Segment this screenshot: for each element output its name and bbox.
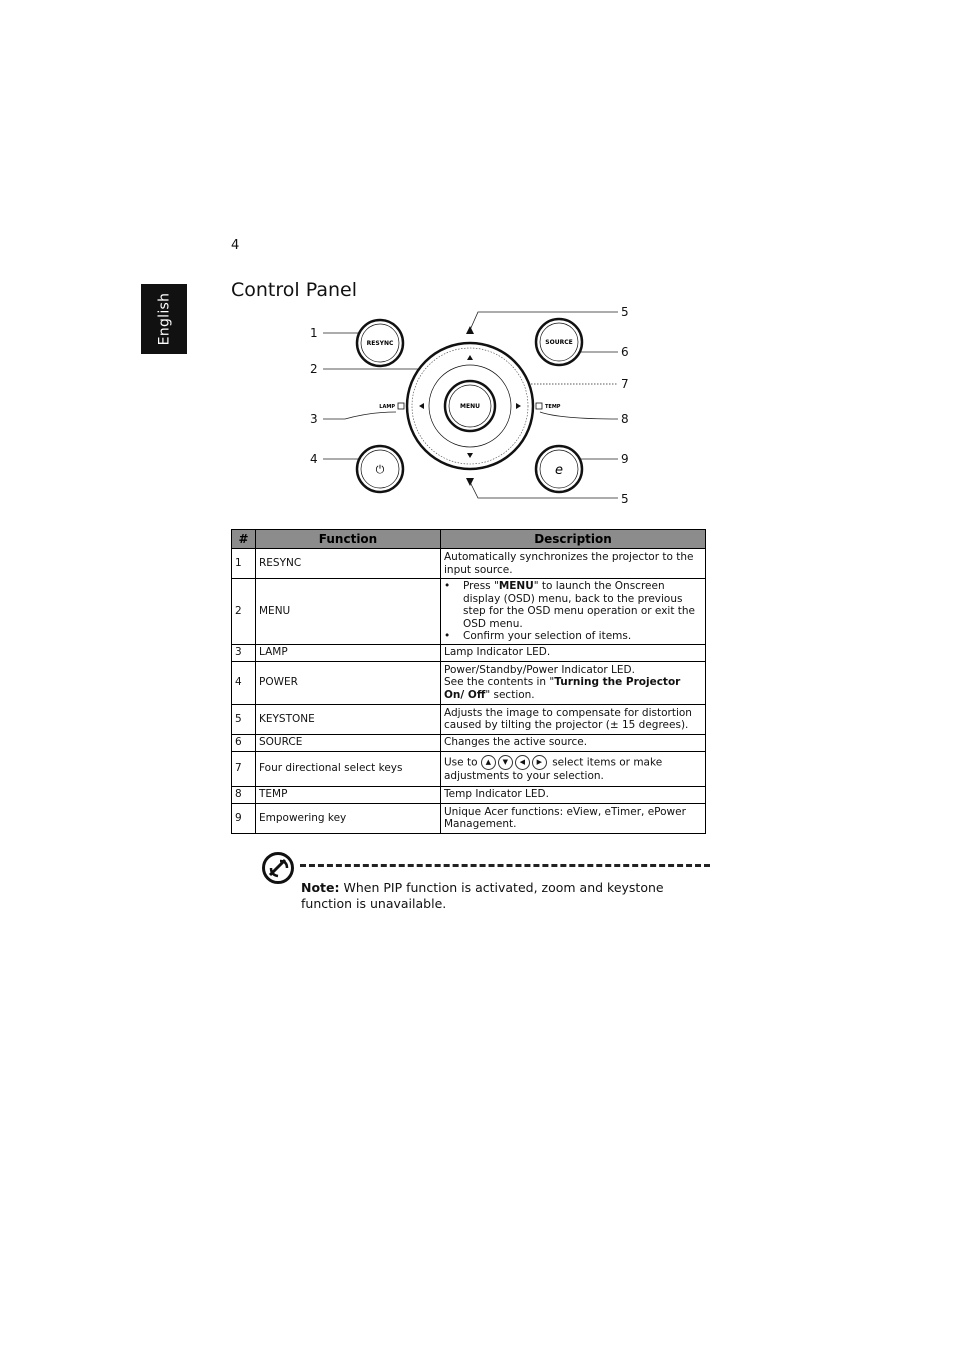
callout-1: 1 (310, 326, 318, 340)
row-function: LAMP (256, 644, 441, 661)
callout-7: 7 (621, 377, 629, 391)
table-row (232, 579, 706, 645)
table-row (232, 803, 706, 833)
row-number: 6 (232, 734, 256, 751)
row-description: Lamp Indicator LED. (441, 644, 706, 661)
right-key-icon: ▶ (532, 755, 547, 770)
language-tab-label: English (156, 292, 172, 346)
column-header-number: # (232, 530, 256, 549)
row-number: 5 (232, 704, 256, 734)
row-number: 3 (232, 644, 256, 661)
callout-2: 2 (310, 362, 318, 376)
table-row (232, 786, 706, 803)
table-row (232, 644, 706, 661)
down-key-icon: ▼ (498, 755, 513, 770)
row-description: Changes the active source. (441, 734, 706, 751)
keystone-up-marker (466, 326, 474, 334)
row-description (441, 579, 706, 645)
row-description: Adjusts the image to compensate for distortion caused by tilting the projector (± 15 degrees). (441, 704, 706, 734)
list-item: • Press "MENU" to launch the Onscreen display (OSD) menu, back to the previous step for the OSD menu operation or exit the OSD menu. (444, 580, 696, 630)
row-function: TEMP (256, 786, 441, 803)
source-button[interactable] (536, 319, 582, 365)
row-number: 7 (232, 751, 256, 786)
resync-button[interactable] (357, 320, 403, 366)
callout-6: 6 (621, 345, 629, 359)
note-label: Note: (301, 880, 340, 895)
row-function: MENU (256, 579, 441, 645)
power-button[interactable] (357, 446, 403, 492)
lamp-indicator (379, 403, 404, 410)
page-number: 4 (231, 238, 240, 253)
menu-label: MENU (460, 403, 480, 410)
note-body: When PIP function is activated, zoom and keystone function is unavailable. (301, 880, 664, 911)
control-panel-diagram (300, 300, 640, 510)
menu-button[interactable] (445, 381, 495, 431)
callout-8: 8 (621, 412, 629, 426)
row-number: 8 (232, 786, 256, 803)
control-panel-table (231, 529, 706, 834)
table-row (232, 734, 706, 751)
language-tab (141, 284, 187, 354)
lamp-label: LAMP (379, 404, 395, 410)
row-function: POWER (256, 661, 441, 704)
page-title: Control Panel (231, 279, 357, 301)
source-label: SOURCE (545, 339, 573, 346)
row-number: 4 (232, 661, 256, 704)
left-key-icon: ◀ (515, 755, 530, 770)
temp-indicator (536, 403, 561, 410)
callout-3: 3 (310, 412, 318, 426)
table-row (232, 549, 706, 579)
row-number: 2 (232, 579, 256, 645)
empowering-button[interactable] (536, 446, 582, 492)
note-divider (300, 864, 710, 867)
row-number: 1 (232, 549, 256, 579)
row-function: Four directional select keys (256, 751, 441, 786)
row-description: Use to ▲ ▼ ◀ ▶ select items or make adjustments to your selection. (441, 751, 706, 786)
row-function: KEYSTONE (256, 704, 441, 734)
keystone-down-marker (466, 478, 474, 486)
callout-5-bottom: 5 (621, 492, 629, 506)
resync-label: RESYNC (366, 340, 394, 347)
row-description: Automatically synchronizes the projector to the input source. (441, 549, 706, 579)
temp-label: TEMP (545, 404, 561, 410)
row-description: Temp Indicator LED. (441, 786, 706, 803)
table-row (232, 704, 706, 734)
power-icon: ⏻ (375, 463, 385, 476)
row-function: RESYNC (256, 549, 441, 579)
row-function: SOURCE (256, 734, 441, 751)
table-row (232, 751, 706, 786)
callout-4: 4 (310, 452, 318, 466)
callout-5-top: 5 (621, 305, 629, 319)
list-item: • Confirm your selection of items. (444, 630, 632, 642)
row-number: 9 (232, 803, 256, 833)
note-icon (261, 851, 295, 885)
column-header-description: Description (441, 530, 706, 549)
row-description: Power/Standby/Power Indicator LED. See the contents in "Turning the Projector On/ Off" section. (441, 661, 706, 704)
table-row (232, 661, 706, 704)
row-description: Unique Acer functions: eView, eTimer, ePower Management. (441, 803, 706, 833)
note-text (301, 880, 706, 912)
row-function: Empowering key (256, 803, 441, 833)
table-header-row (232, 530, 706, 549)
column-header-function: Function (256, 530, 441, 549)
up-key-icon: ▲ (481, 755, 496, 770)
empowering-icon: e (555, 463, 563, 478)
callout-9: 9 (621, 452, 629, 466)
